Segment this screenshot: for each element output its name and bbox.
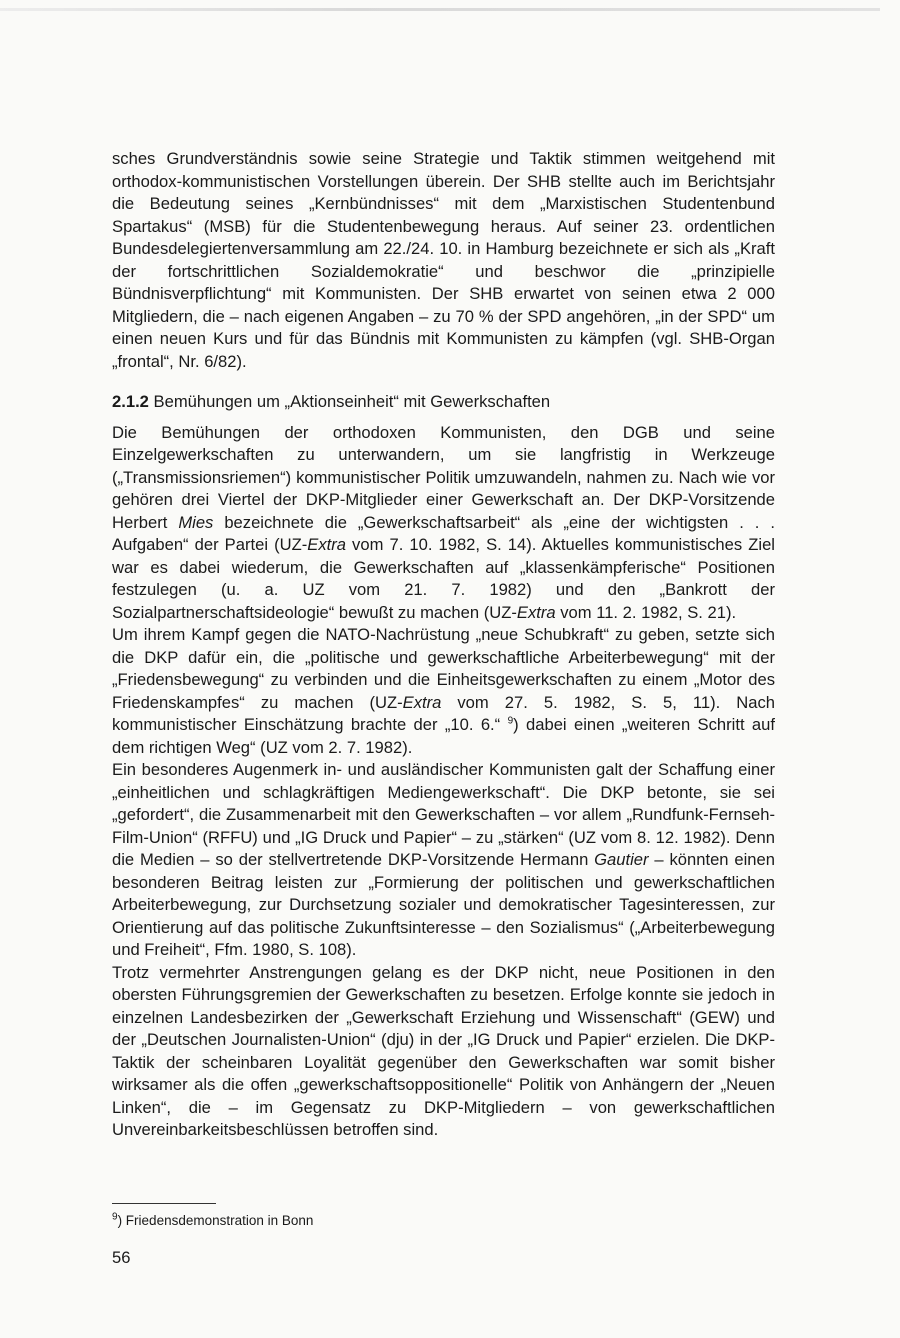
page-number: 56	[112, 1248, 131, 1267]
extra-label: Extra	[516, 602, 556, 622]
footnote-ref: 9	[507, 715, 514, 727]
paragraph-media	[112, 759, 775, 962]
text-run: vom 11. 2. 1982, S. 21).	[555, 602, 737, 622]
section-heading	[112, 391, 775, 414]
text-run: Um ihrem Kampf gegen die NATO-Nachrüstung „neue Schubkraft“ zu geben, setzte sich die DKP dafür ein, die „politische und gewerkschaftliche Arbeiterbewegung“ mit der „Friedensbewegung“ zu verbinden und die Einheitsgewerkschaften zu einem „Motor des Friedenskampfes“ zu machen (UZ-	[112, 625, 775, 712]
text-run: Die Bemühungen der orthodoxen Kommunisten, den DGB und seine Einzelgewerkschaften zu unterwandern, um sie langfristig in Werkzeuge („Transmissionsriemen“) kommunistischer Politik umzuwandeln, nahmen zu. Nach wie vor gehören drei Viertel der DKP-Mitglieder einer Gewerkschaft an. Der DKP-Vorsitzende Herbert	[112, 422, 775, 532]
footnote-rule	[112, 1203, 216, 1204]
footnote-mark: 9	[112, 1211, 118, 1223]
scan-edge	[0, 8, 880, 11]
page-body	[112, 148, 775, 1142]
name-mies: Mies	[178, 512, 214, 532]
section-title: Bemühungen um „Aktionseinheit“ mit Gewerkschaften	[153, 392, 551, 411]
text-run: bezeichnete die „Gewerkschaftsarbeit“ als „eine der wichtigsten . . . Aufgaben“ der Partei (UZ-	[112, 512, 775, 554]
paragraph-dgb	[112, 422, 775, 625]
paragraph-positions: Trotz vermehrter Anstrengungen gelang es der DKP nicht, neue Positionen in den obersten Führungsgremien der Gewerkschaften zu besetzen. Erfolge konnte sie jedoch in einzelnen Landesbezirken der „Gewerkschaft Erziehung und Wissenschaft“ (GEW) und der „Deutschen Journalisten-Union“ (dju) in der „IG Druck und Papier“ erzielen. Die DKP-Taktik der scheinbaren Loyalität gegenüber den Gewerkschaften war somit bisher wirksamer als die offen „gewerkschaftsoppositionelle“ Politik von Anhängern der „Neuen Linken“, die – im Gegensatz zu DKP-Mitgliedern – von gewerkschaftlichen Unvereinbarkeitsbeschlüssen betroffen sind.	[112, 962, 775, 1139]
extra-label: Extra	[307, 535, 346, 554]
section-number: 2.1.2	[112, 392, 149, 411]
text-run: vom 7. 10. 1982, S. 14). Aktuelles kommunistisches Ziel war es dabei wiederum, die Gewerkschaften auf „klassenkämpferische“ Positionen festzulegen (u. a. UZ vom 21. 7. 1982) und den „Bankrott der Sozialpartnerschaftsideologie“ bewußt zu machen (UZ-	[112, 535, 775, 622]
name-gautier: Gautier	[594, 850, 649, 869]
text-run: ) dabei einen „weiteren Schritt auf dem richtigen Weg“ (UZ vom 2. 7. 1982).	[112, 715, 775, 757]
text-run: – könnten einen besonderen Beitrag leisten zur „Formierung der politischen und gewerkschaftlichen Arbeiterbewegung, zur Durchsetzung sozialer und demokratischer Tagesinteressen, zur Orientierung auf das politische Zukunftsinteresse – den Sozialismus“ („Arbeiterbewegung und Freiheit“, Ffm. 1980, S. 108).	[112, 850, 775, 959]
extra-label: Extra	[402, 692, 442, 712]
paragraph-nato	[112, 624, 775, 759]
text-run: Ein besonderes Augenmerk in- und ausländischer Kommunisten galt der Schaffung einer „einheitlichen und schlagkräftigen Mediengewerkschaft“. Die DKP betonte, sie sei „gefordert“, die Zusammenarbeit mit den Gewerkschaften – vor allem „Rundfunk-Fernseh-Film-Union“ (RFFU) und „IG Druck und Papier“ – zu „stärken“ (UZ vom 8. 12. 1982). Denn die Medien – so der stellvertretende DKP-Vorsitzende Hermann	[112, 760, 775, 869]
footnote-text: ) Friedensdemonstration in Bonn	[117, 1213, 314, 1228]
footnote	[112, 1212, 313, 1230]
text-run: vom 27. 5. 1982, S. 5, 11). Nach kommunistischer Einschätzung brachte der „10. 6.“	[112, 692, 775, 734]
paragraph-shb: sches Grundverständnis sowie seine Strategie und Taktik stimmen weitgehend mit orthodox-kommunistischen Vorstellungen überein. Der SHB stellte auch im Berichtsjahr die Bedeutung seines „Kernbündnisses“ mit dem „Marxistischen Studentenbund Spartakus“ (MSB) für die Studentenbewegung heraus. Auf seiner 23. ordentlichen Bundesdelegiertenversammlung am 22./24. 10. in Hamburg bezeichnete er sich als „Kraft der fortschrittlichen Sozialdemokratie“ und beschwor die „prinzipielle Bündnisverpflichtung“ mit Kommunisten. Der SHB erwartet von seinen etwa 2 000 Mitgliedern, die – nach eigenen Angaben – zu 70 % der SPD angehören, „in der SPD“ um einen neuen Kurs und für das Bündnis mit Kommunisten zu kämpfen (vgl. SHB-Organ „frontal“, Nr. 6/82).	[112, 149, 775, 371]
